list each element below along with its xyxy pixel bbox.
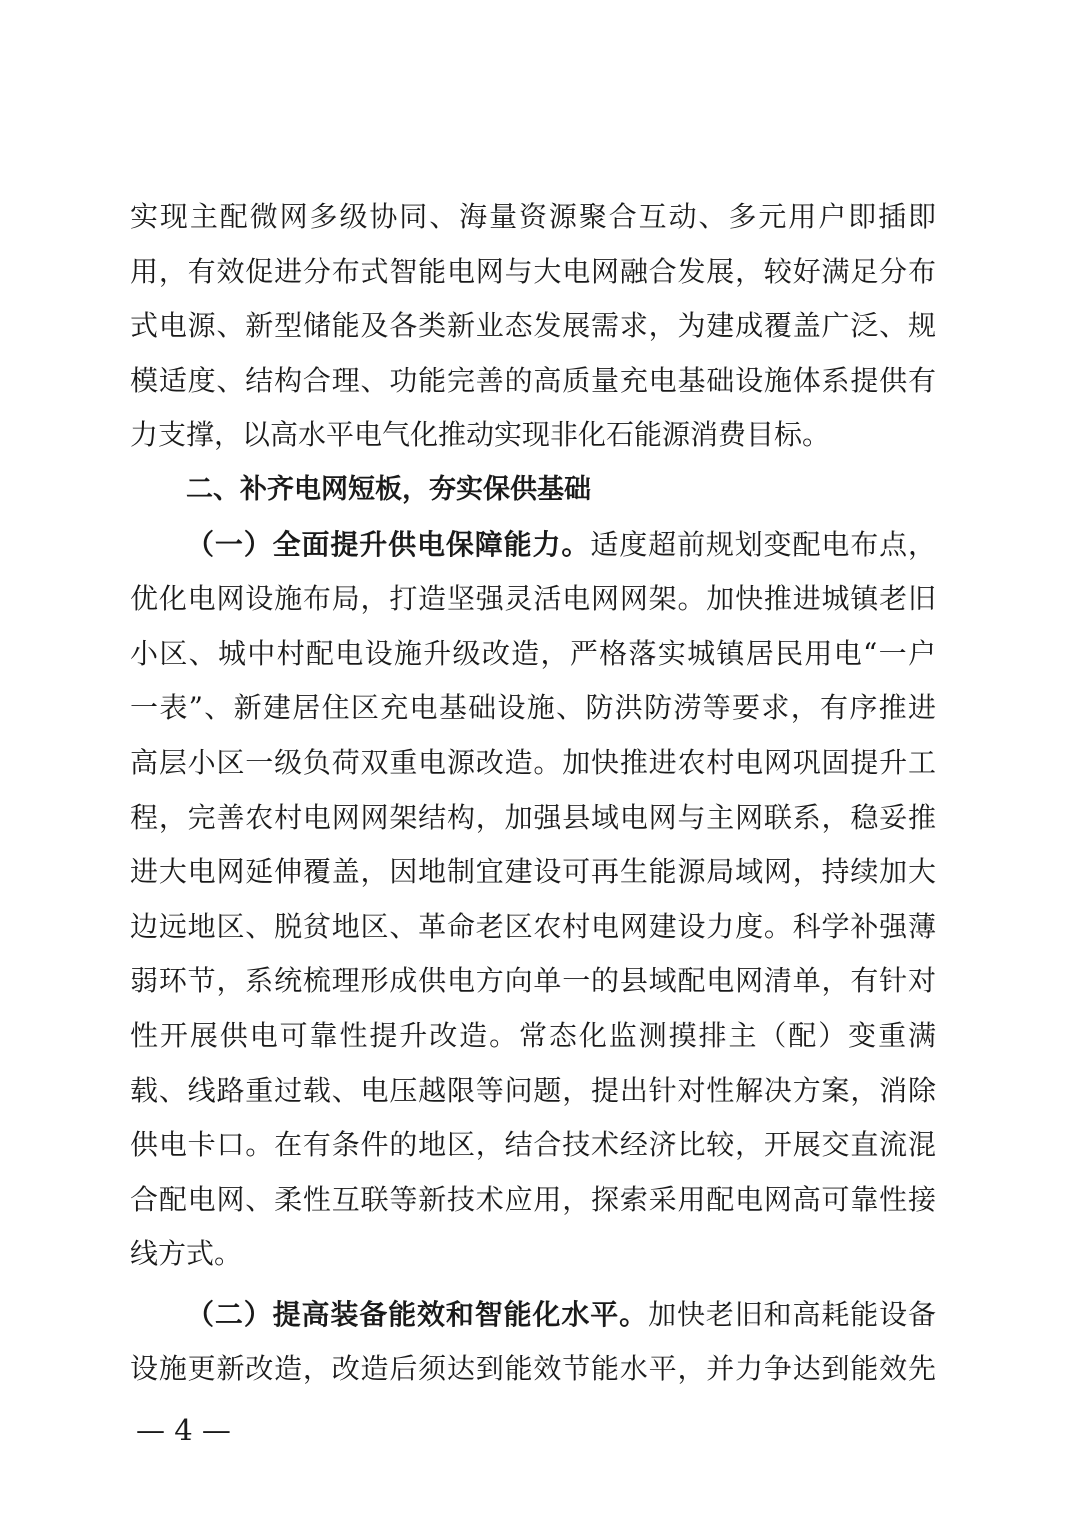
item1-title: （一）全面提升供电保障能力。 xyxy=(186,527,591,561)
item1-line: 一表”、新建居住区充电基础设施、防洪防涝等要求，有序推进 xyxy=(130,691,936,725)
item1-line: 载、线路重过载、电压越限等问题，提出针对性解决方案，消除 xyxy=(130,1073,936,1107)
item1-line: 线方式。 xyxy=(130,1237,243,1271)
item1-first-line xyxy=(130,518,936,573)
item1-line: 高层小区一级负荷双重电源改造。加快推进农村电网巩固提升工 xyxy=(130,745,936,779)
intro-line: 式电源、新型储能及各类新业态发展需求，为建成覆盖广泛、规 xyxy=(130,309,936,343)
section-heading: 二、补齐电网短板，夯实保供基础 xyxy=(186,473,591,505)
item1-line: 弱环节，系统梳理形成供电方向单一的县域配电网清单，有针对 xyxy=(130,964,936,998)
item1-line: 性开展供电可靠性提升改造。常态化监测摸排主（配）变重满 xyxy=(130,1018,936,1052)
intro-line: 用，有效促进分布式智能电网与大电网融合发展，较好满足分布 xyxy=(130,254,936,288)
item1-line: 供电卡口。在有条件的地区，结合技术经济比较，开展交直流混 xyxy=(130,1128,936,1162)
page-number: — 4 — xyxy=(136,1413,231,1447)
item2-first-line xyxy=(130,1288,936,1343)
item1-line: 进大电网延伸覆盖，因地制宜建设可再生能源局域网，持续加大 xyxy=(130,855,936,889)
item1-line: 边远地区、脱贫地区、革命老区农村电网建设力度。科学补强薄 xyxy=(130,909,936,943)
item1-line: 优化电网设施布局，打造坚强灵活电网网架。加快推进城镇老旧 xyxy=(130,582,936,616)
intro-line: 实现主配微网多级协同、海量资源聚合互动、多元用户即插即 xyxy=(130,200,936,233)
item1-line: 合配电网、柔性互联等新技术应用，探索采用配电网高可靠性接 xyxy=(130,1182,936,1216)
item2-line: 设施更新改造，改造后须达到能效节能水平，并力争达到能效先 xyxy=(130,1352,936,1386)
item1-first-line-text: 适度超前规划变配电布点， xyxy=(590,527,936,561)
body-text xyxy=(130,190,936,1397)
item1-line: 程，完善农村电网网架结构，加强县域电网与主网联系，稳妥推 xyxy=(130,800,936,834)
item1-line: 小区、城中村配电设施升级改造，严格落实城镇居民用电“一户 xyxy=(130,636,936,670)
intro-line: 力支撑，以高水平电气化推动实现非化石能源消费目标。 xyxy=(130,418,831,452)
item2-title: （二）提高装备能效和智能化水平。 xyxy=(186,1297,649,1331)
item2-first-line-text: 加快老旧和高耗能设备 xyxy=(648,1297,936,1331)
intro-line: 模适度、结构合理、功能完善的高质量充电基础设施体系提供有 xyxy=(130,363,936,397)
